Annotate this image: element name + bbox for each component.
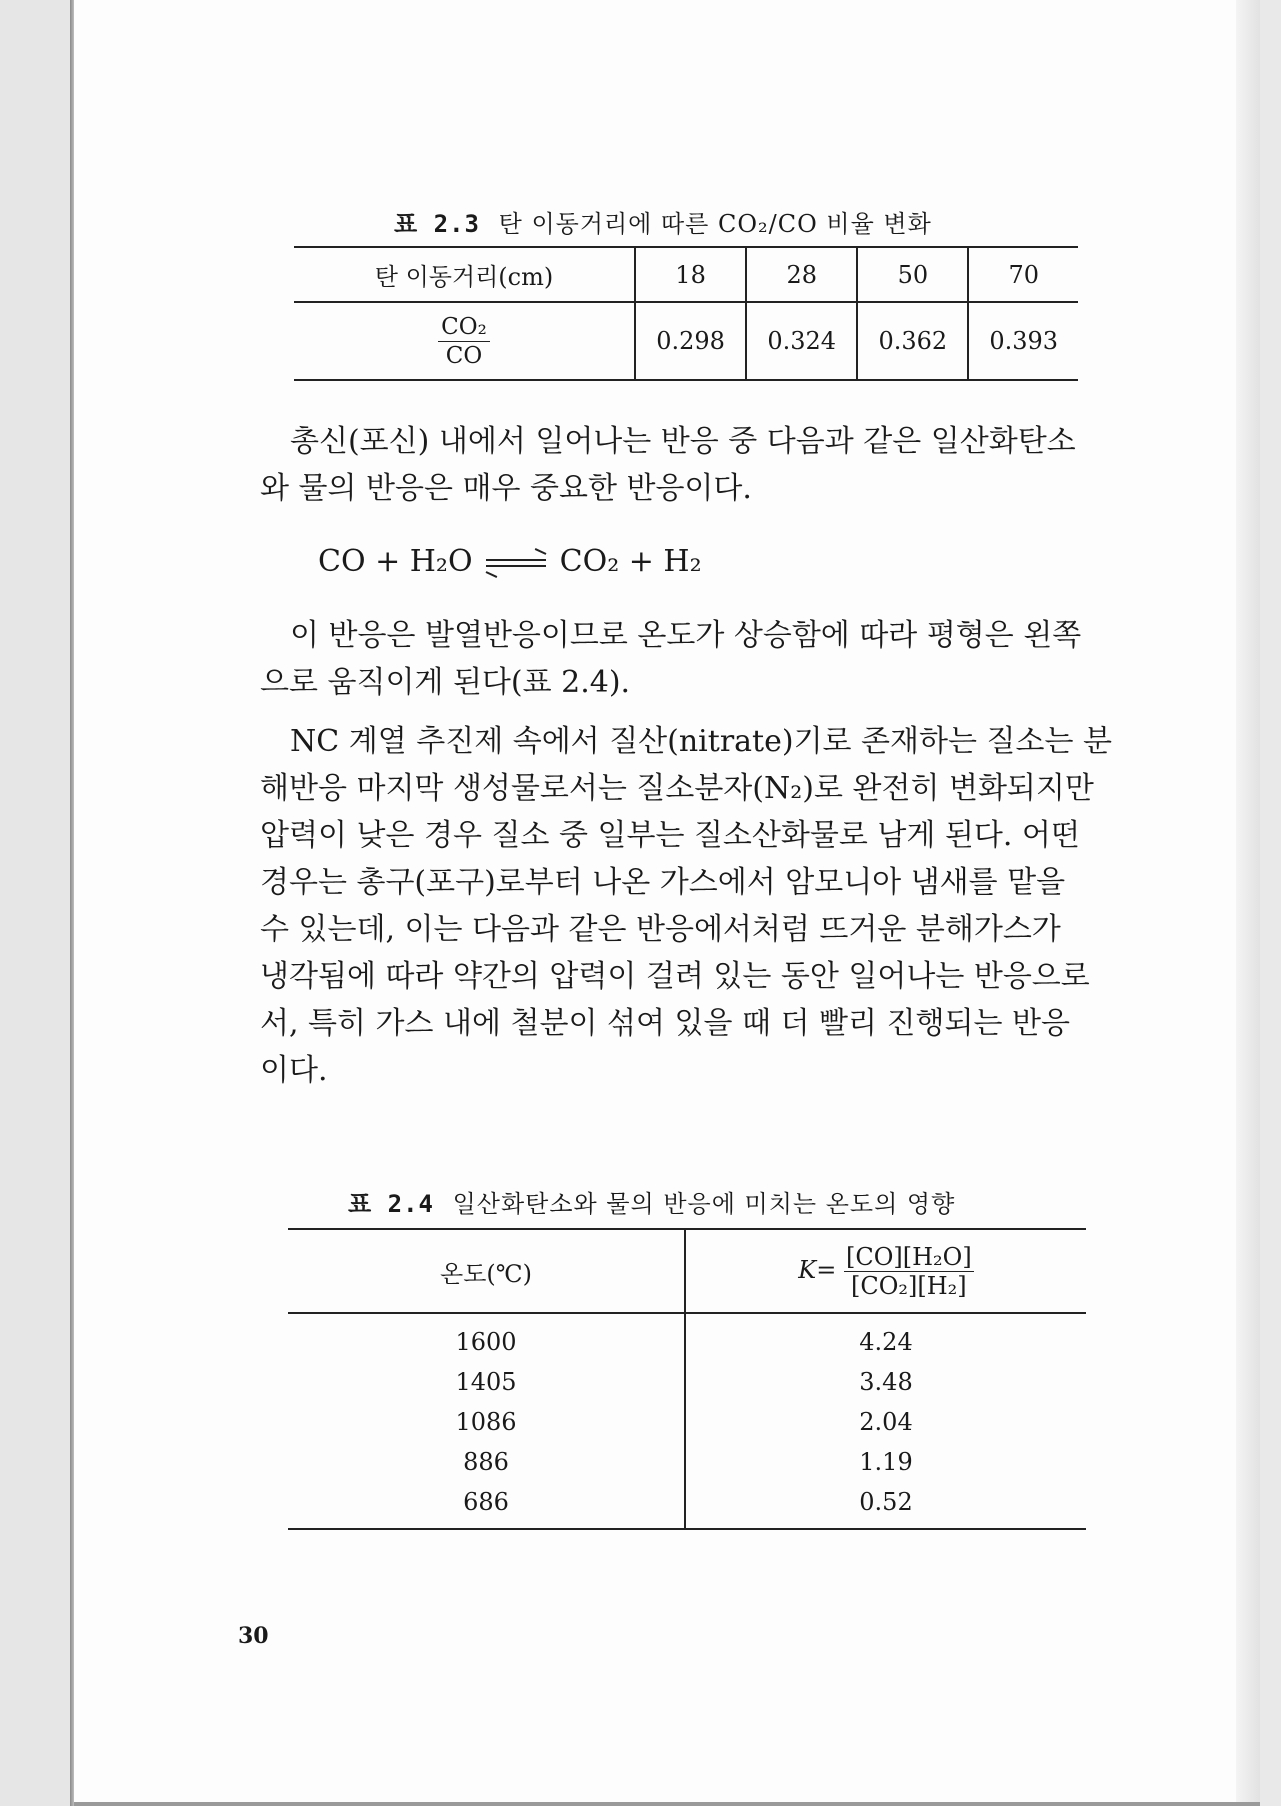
temperature-cell: 886 <box>463 1448 509 1476</box>
distance-cell: 28 <box>746 247 857 302</box>
temperature-cell: 1086 <box>455 1408 517 1436</box>
k-cell: 1.19 <box>685 1442 1086 1482</box>
paragraph-1 <box>260 418 1076 512</box>
ratio-fraction <box>438 314 490 369</box>
page-number: 30 <box>238 1623 269 1649</box>
text-line: 으로 움직이게 된다(표 2.4). <box>260 665 631 700</box>
k-denominator: [CO₂][H₂] <box>851 1271 967 1300</box>
table-row <box>288 1402 1086 1442</box>
page-gutter <box>0 0 74 1806</box>
distance-header: 탄 이동거리(cm) <box>294 247 635 302</box>
table-2-3-label: 표 2.3 <box>394 210 480 238</box>
table-2-4-caption <box>348 1184 955 1219</box>
k-cell: 2.04 <box>685 1402 1086 1442</box>
k-cell: 0.52 <box>685 1482 1086 1529</box>
table-2-4 <box>288 1228 1086 1530</box>
table-header-row <box>288 1229 1086 1313</box>
equilibrium-constant-header <box>685 1229 1086 1313</box>
k-fraction <box>844 1243 974 1300</box>
book-page <box>74 0 1260 1806</box>
k-variable: K <box>798 1255 817 1284</box>
distance-cell: 18 <box>635 247 746 302</box>
temperature-header: 온도(℃) <box>288 1229 685 1313</box>
table-row <box>288 1442 1086 1482</box>
text-line: 이다. <box>260 1053 328 1088</box>
table-row <box>288 1482 1086 1529</box>
temperature-cell: 1405 <box>455 1368 517 1396</box>
page-right-edge <box>1236 0 1260 1806</box>
table-row <box>288 1313 1086 1362</box>
text-line: 이 반응은 발열반응이므로 온도가 상승함에 따라 평형은 왼쪽 <box>290 618 1082 653</box>
temperature-cell: 686 <box>288 1482 685 1529</box>
ratio-cell: 0.298 <box>635 302 746 380</box>
text-line: 서, 특히 가스 내에 철분이 섞여 있을 때 더 빨리 진행되는 반응 <box>260 1006 1070 1041</box>
table-row <box>294 247 1078 302</box>
table-2-4-label: 표 2.4 <box>348 1190 434 1218</box>
table-row <box>294 302 1078 380</box>
ratio-numerator: CO₂ <box>438 314 490 342</box>
text-line: 경우는 총구(포구)로부터 나온 가스에서 암모니아 냄새를 맡을 <box>260 865 1066 900</box>
k-numerator: [CO][H₂O] <box>845 1242 972 1271</box>
ratio-cell: 0.324 <box>746 302 857 380</box>
text-line: 수 있는데, 이는 다음과 같은 반응에서처럼 뜨거운 분해가스가 <box>260 912 1061 947</box>
equation-right: CO₂ + H₂ <box>559 544 702 579</box>
table-2-3 <box>294 246 1078 381</box>
text-line: 압력이 낮은 경우 질소 중 일부는 질소산화물로 남게 된다. 어떤 <box>260 818 1080 853</box>
distance-cell: 50 <box>857 247 968 302</box>
reaction-equation <box>318 544 702 579</box>
table-2-3-caption <box>394 204 932 239</box>
k-cell: 3.48 <box>685 1362 1086 1402</box>
distance-cell: 70 <box>968 247 1078 302</box>
paragraph-2 <box>260 612 1081 706</box>
table-2-3-title: 탄 이동거리에 따른 CO₂/CO 비율 변화 <box>498 210 932 238</box>
table-row <box>288 1362 1086 1402</box>
ratio-denominator: CO <box>445 342 483 369</box>
paragraph-3 <box>260 718 1112 1094</box>
k-cell: 4.24 <box>685 1313 1086 1362</box>
text-line: NC 계열 추진제 속에서 질산(nitrate)기로 존재하는 질소는 분 <box>290 724 1112 759</box>
ratio-cell: 0.393 <box>968 302 1078 380</box>
temperature-cell: 1600 <box>455 1328 517 1356</box>
table-2-4-title: 일산화탄소와 물의 반응에 미치는 온도의 영향 <box>452 1190 956 1218</box>
k-equals: = <box>816 1255 837 1284</box>
text-line: 해반응 마지막 생성물로서는 질소분자(N₂)로 완전히 변화되지만 <box>260 771 1094 806</box>
ratio-cell: 0.362 <box>857 302 968 380</box>
text-line: 와 물의 반응은 매우 중요한 반응이다. <box>260 471 752 506</box>
equation-left: CO + H₂O <box>318 544 473 579</box>
page-bottom-edge <box>74 1802 1260 1806</box>
equilibrium-arrow-icon <box>486 556 546 570</box>
text-line: 총신(포신) 내에서 일어나는 반응 중 다음과 같은 일산화탄소 <box>290 424 1076 459</box>
ratio-header <box>294 302 635 380</box>
text-line: 냉각됨에 따라 약간의 압력이 걸려 있는 동안 일어나는 반응으로 <box>260 959 1090 994</box>
